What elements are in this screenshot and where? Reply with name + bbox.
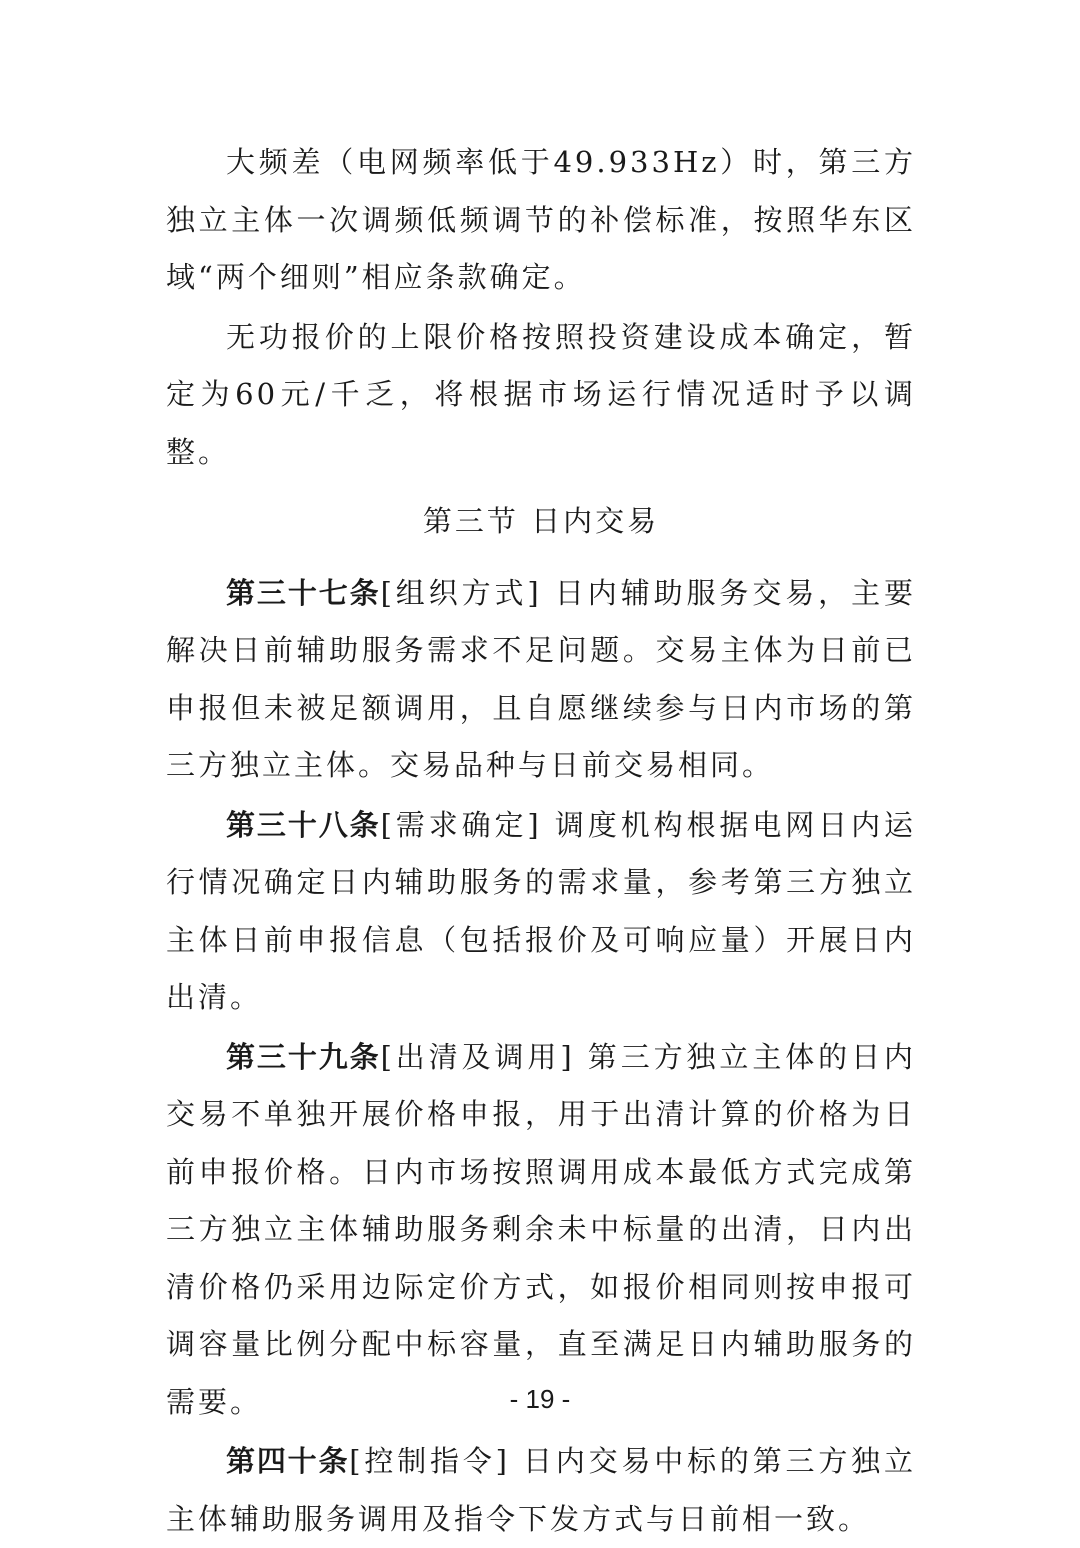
paragraph-reactive-power-price: 无功报价的上限价格按照投资建设成本确定，暂定为60元/千乏，将根据市场运行情况适时予以调整。 (166, 319, 916, 469)
article-text: [需求确定] 调度机构根据电网日内运行情况确定日内辅助服务的需求量，参考第三方独立主体日前申报信息（包括报价及可响应量）开展日内出清。 (166, 807, 916, 1014)
article-number: 第四十条 (226, 1444, 350, 1478)
section-heading: 第三节 日内交易 (422, 504, 660, 538)
page-body (166, 134, 916, 1548)
article-text: [组织方式] 日内辅助服务交易，主要解决日前辅助服务需求不足问题。交易主体为日前已申报但未被足额调用，且自愿继续参与日内市场的第三方独立主体。交易品种与日前交易相同。 (166, 575, 916, 782)
paragraph-frequency-compensation: 大频差（电网频率低于49.933Hz）时，第三方独立主体一次调频低频调节的补偿标准，按照华东区域“两个细则”相应条款确定。 (166, 145, 916, 294)
article-39 (166, 1029, 916, 1432)
article-number: 第三十九条 (226, 1039, 381, 1074)
article-37 (166, 565, 916, 795)
article-text: [出清及调用] 第三方独立主体的日内交易不单独开展价格申报，用于出清计算的价格为日前申报价格。日内市场按照调用成本最低方式完成第三方独立主体辅助服务剩余未中标量的出清，日内出清价格仍采用边际定价方式，如报价相同则按申报可调容量比例分配中标容量，直至满足日内辅助服务的需要。 (166, 1039, 916, 1419)
article-38 (166, 797, 916, 1027)
article-text: [控制指令] 日内交易中标的第三方独立主体辅助服务调用及指令下发方式与日前相一致。 (166, 1444, 916, 1536)
article-40 (166, 1433, 916, 1548)
article-number: 第三十七条 (226, 575, 381, 610)
page-number: - 19 - (509, 1384, 571, 1414)
article-number: 第三十八条 (226, 807, 381, 842)
